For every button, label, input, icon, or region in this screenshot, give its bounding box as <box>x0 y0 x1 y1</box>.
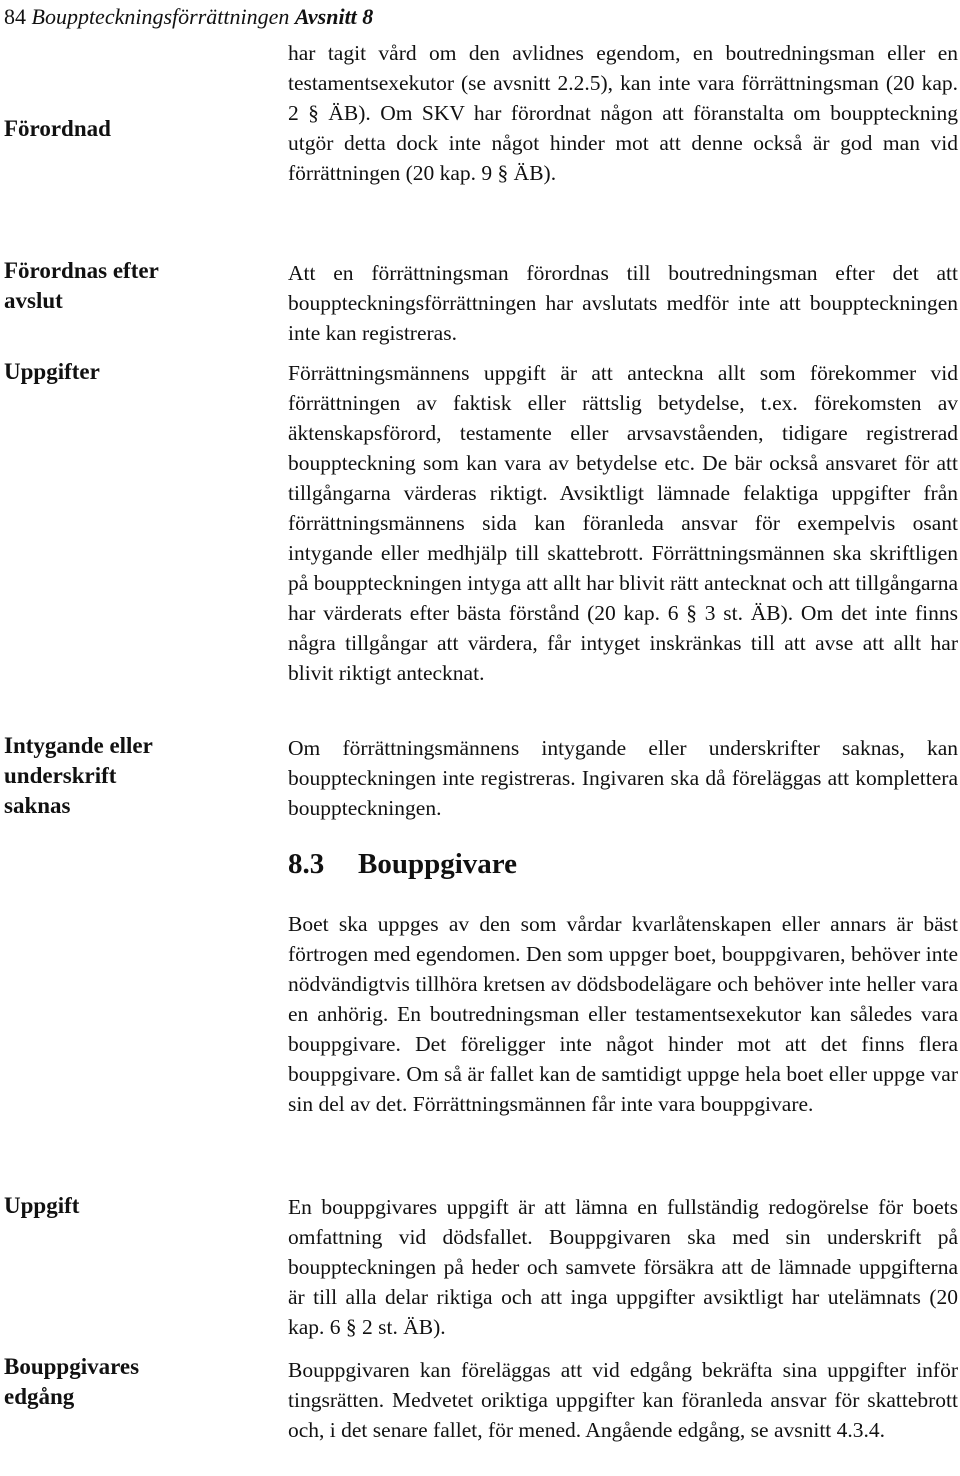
paragraph-edgang: Bouppgivaren kan föreläggas att vid edgång bekräfta sina uppgifter inför tingsrätten. Medvetet oriktiga uppgifter kan föranleda ansvar för skattebrott och, i det senare fallet, för mened. Angående edgång, se avsnitt 4.3.4. <box>288 1358 958 1442</box>
paragraph-forrattningsman-restriction: har tagit vård om den avlidnes egendom, en boutredningsman eller en testamentsexekutor (se avsnitt 2.2.5), kan inte vara förrättningsman (20 kap. 2 § ÄB). Om SKV har förordnat någon att föranstalta om bouppteckning utgör detta dock inte något hinder mot att denne också är god man vid förrättningen (20 kap. 9 § ÄB). <box>288 41 958 185</box>
margin-note-bouppgivares-edgang: Bouppgivares edgång <box>4 1354 140 1409</box>
section-number: 8.3 <box>288 848 325 880</box>
page-number: 84 <box>4 4 26 29</box>
paragraph-forrattningsmannens-uppgift: Förrättningsmännens uppgift är att anteckna allt som förekommer vid förrättningen av faktisk eller rättslig betydelse, t.ex. förekomsten av äktenskapsförord, testamente eller arvsavståenden, tidigare registrerad bouppteckning som kan vara av betydelse etc. De bär också ansvaret för att tillgångarna värderas riktigt. Avsiktligt lämnade felaktiga uppgifter från förrättningsmännens sida kan föranleda ansvar för exempelvis osant intygande eller medhjälp till skattebrott. Förrättningsmännen ska skriftligen på bouppteckningen intyga att allt har blivit rätt antecknat och att tillgångarna har värderats efter bästa förstånd (20 kap. 6 § 3 st. ÄB). Om det inte finns några tillgångar att värdera, får intyget inskränkas till att avse att allt har blivit riktigt antecknat. <box>288 361 958 685</box>
section-heading <box>288 846 517 882</box>
section-label: Avsnitt 8 <box>294 4 374 29</box>
margin-note-forordnas-efter-avslut: Förordnas efter avslut <box>4 258 159 313</box>
paragraph-forordnas-efter-avslut: Att en förrättningsman förordnas till boutredningsman efter det att bouppteckningsförrättningen har avslutats medför inte att bouppteckningen inte kan registreras. <box>288 261 958 345</box>
section-title: Bouppgivare <box>358 848 518 880</box>
margin-note-uppgift: Uppgift <box>4 1193 80 1218</box>
margin-note-forordnad: Förordnad <box>4 116 111 141</box>
margin-note-uppgifter: Uppgifter <box>4 359 100 384</box>
paragraph-intygande-saknas: Om förrättningsmännens intygande eller underskrifter saknas, kan bouppteckningen inte registreras. Ingivaren ska då föreläggas att komplettera bouppteckningen. <box>288 736 958 820</box>
margin-note-intygande-eller-underskrift-saknas: Intygande eller underskrift saknas <box>4 733 153 818</box>
paragraph-bouppgivares-uppgift: En bouppgivares uppgift är att lämna en fullständig redogörelse för boets omfattning vid dödsfallet. Bouppgivaren ska med sin underskrift på bouppteckningen på heder och samvete försäkra att de lämnade uppgifterna är till alla delar riktiga och att inga uppgifter avsiktligt har utelämnats (20 kap. 6 § 2 st. ÄB). <box>288 1195 958 1339</box>
running-title: Bouppteckningsförrättningen <box>31 4 290 29</box>
running-header <box>4 2 373 32</box>
paragraph-bouppgivare: Boet ska uppges av den som vårdar kvarlåtenskapen eller annars är bäst förtrogen med egendomen. Den som uppger boet, bouppgivaren, behöver inte nödvändigtvis tillhöra kretsen av dödsbodelägare och behöver inte heller vara en anhörig. En boutredningsman eller testamentsexekutor kan således vara bouppgivare. Det föreligger inte något hinder mot att det finns flera bouppgivare. Om så är fallet kan de samtidigt uppge hela boet eller uppge var sin del av det. Förrättningsmännen får inte vara bouppgivare. <box>288 912 958 1116</box>
